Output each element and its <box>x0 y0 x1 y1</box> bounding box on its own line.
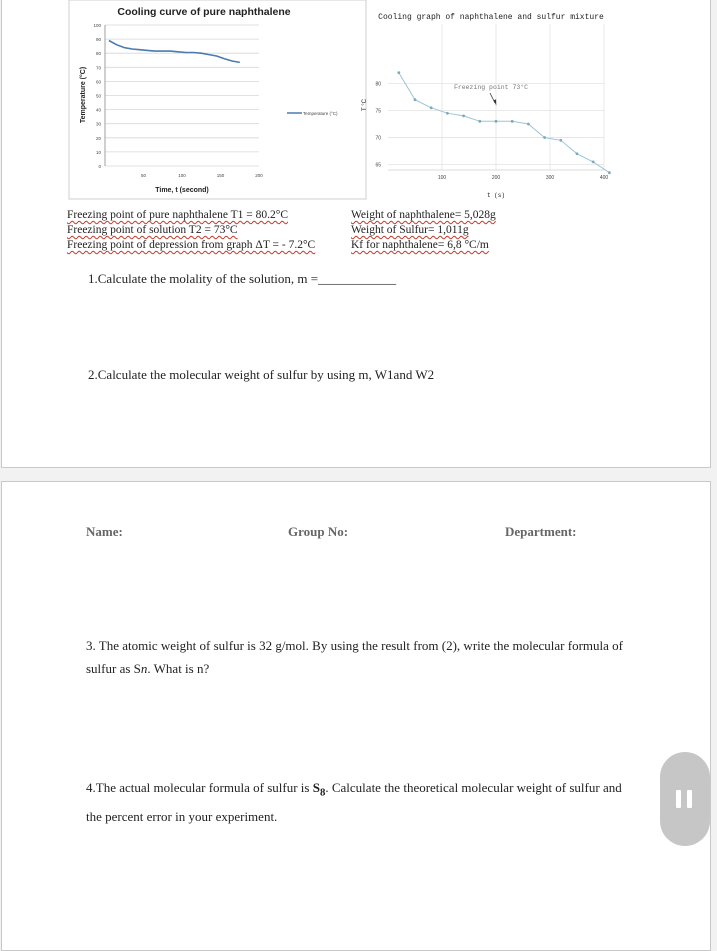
mixture-cooling-svg <box>354 3 616 203</box>
naphthalene-cooling-chart <box>68 0 368 201</box>
chart-frame <box>69 0 366 199</box>
x-tick-label: 150 <box>216 173 225 178</box>
data-point <box>478 120 481 123</box>
x-tick-label: 100 <box>437 175 447 181</box>
data-point <box>495 120 498 123</box>
y-axis-label: Temperature (°C) <box>80 66 87 124</box>
y-tick-label: 80 <box>375 81 381 88</box>
question-1: 1.Calculate the molality of the solution, m =____________ <box>88 271 397 286</box>
question-4-text: 4.The actual molecular formula of sulfur is $S_8$. Calculate the theoretical molecular weight of sulfur and the percent error in your experiment. <box>86 780 622 824</box>
mixture-cooling-chart <box>354 3 616 203</box>
data-point <box>543 136 546 139</box>
annotation-arrow-line <box>490 93 495 103</box>
question-4 <box>86 776 631 828</box>
chart-title: Cooling graph of naphthalene and sulfur mixture <box>378 13 604 22</box>
data-point <box>559 139 562 142</box>
y-tick-label: 0 <box>98 164 101 169</box>
y-tick-label: 60 <box>95 79 101 85</box>
data-point <box>576 152 579 155</box>
x-tick-label: 200 <box>491 175 501 181</box>
data-point <box>414 98 417 101</box>
name-label: Name: <box>86 524 123 539</box>
given-right-line: Kf for naphthalene= 6,8 °C/m <box>351 239 489 251</box>
given-left-line: Freezing point of pure naphthalene T1 = 80.2°C <box>67 209 289 221</box>
data-point <box>592 160 595 163</box>
freezing-point-annotation: Freezing point 73°C <box>453 84 529 91</box>
given-left-line: Freezing point of depression from graph ΔT = - 7.2°C <box>67 239 316 251</box>
x-axis-label: Time, t (second) <box>155 187 209 194</box>
data-point <box>608 171 611 174</box>
y-tick-label: 70 <box>375 135 381 142</box>
worksheet-page-2 <box>1 481 711 951</box>
y-tick-label: 30 <box>95 121 101 127</box>
given-left-line: Freezing point of solution T2 = 73°C <box>67 224 238 236</box>
question-2: 2.Calculate the molecular weight of sulfur by using m, W1and W2 <box>88 367 435 382</box>
x-axis-label: t (s) <box>486 192 506 199</box>
department-label: Department: <box>505 524 577 539</box>
x-tick-label: 50 <box>140 173 147 178</box>
given-right-line: Weight of naphthalene= 5,028g <box>351 209 496 221</box>
x-tick-label: 300 <box>545 175 555 181</box>
x-tick-label: 100 <box>178 173 186 178</box>
data-point <box>527 123 530 126</box>
data-point <box>397 71 400 74</box>
data-point <box>446 112 449 115</box>
y-tick-label: 70 <box>95 65 101 71</box>
y-tick-label: 50 <box>95 93 101 99</box>
y-tick-label: 80 <box>95 51 101 57</box>
group-no-label: Group No: <box>288 524 349 539</box>
y-tick-label: 20 <box>95 135 101 141</box>
annotation-arrowhead <box>494 99 497 105</box>
x-tick-label: 200 <box>255 173 263 178</box>
y-tick-label: 100 <box>93 23 101 28</box>
given-values-right <box>351 208 496 253</box>
data-point <box>511 120 514 123</box>
given-right-line: Weight of Sulfur= 1,011g <box>351 224 469 236</box>
legend-label: Temperature (°C) <box>303 111 338 116</box>
data-point <box>462 115 465 118</box>
y-tick-label: 65 <box>375 162 381 169</box>
grip-bar-icon <box>676 790 681 808</box>
variable-n: n <box>140 661 148 676</box>
y-tick-label: 75 <box>375 108 381 115</box>
grip-bar-icon <box>687 790 692 808</box>
data-point <box>430 106 433 109</box>
y-axis-label: T °C <box>362 99 368 111</box>
worksheet-page-1 <box>1 0 711 468</box>
naphthalene-cooling-svg <box>68 0 368 201</box>
y-tick-label: 90 <box>95 37 101 43</box>
question-3 <box>86 634 631 680</box>
y-tick-label: 40 <box>95 107 101 113</box>
y-tick-label: 10 <box>95 149 101 155</box>
scroll-handle[interactable] <box>660 752 710 846</box>
given-values-left <box>67 208 315 253</box>
chart-title: Cooling curve of pure naphthalene <box>117 6 291 18</box>
x-tick-label: 400 <box>599 175 609 181</box>
sulfur-formula: $S_8$ <box>312 780 326 799</box>
question-3-text: 3. The atomic weight of sulfur is 32 g/mol. By using the result from (2), write the molecular formula of sulfur as Sn. What is n? <box>86 638 623 676</box>
